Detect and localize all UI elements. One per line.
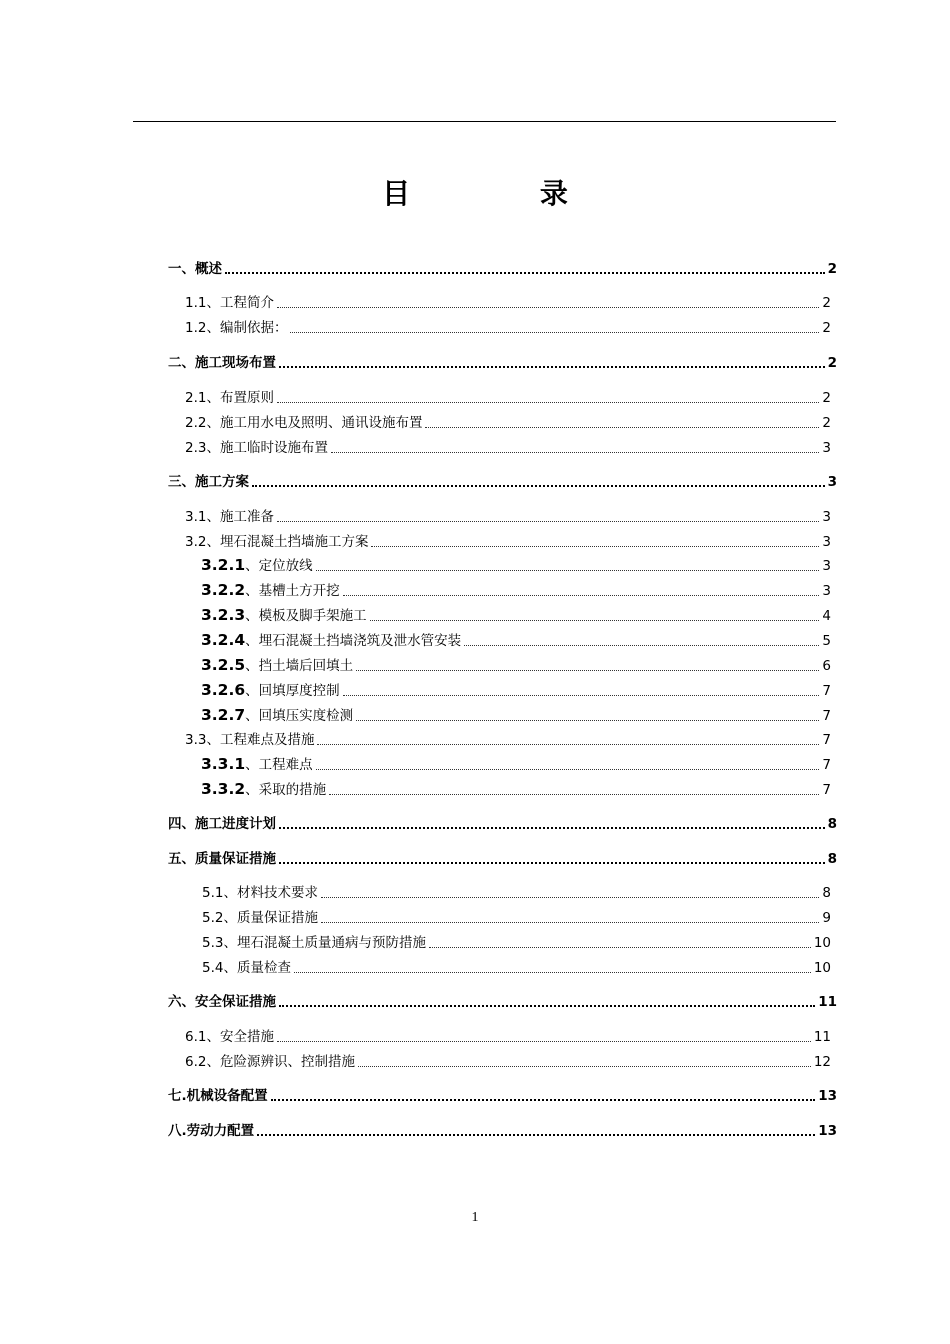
toc-entry-page: 13 (818, 1088, 837, 1104)
toc-entry[interactable] (201, 651, 831, 675)
toc-entry[interactable] (202, 878, 831, 902)
toc-entry-text: 1.2、编制依据： (185, 320, 288, 336)
toc-entry-label (185, 508, 274, 526)
toc-entry[interactable] (168, 987, 837, 1011)
toc-entry-text: 、模板及脚手架施工 (245, 608, 367, 624)
toc-entry-page: 3 (822, 583, 831, 599)
toc-entry[interactable] (201, 551, 831, 575)
dot-leader (277, 1041, 811, 1042)
toc-entry-text: 3.3、工程难点及措施 (185, 732, 315, 748)
toc-entry-text: 五、质量保证措施 (168, 851, 276, 867)
toc-entry-text: 5.4、质量检查 (202, 960, 291, 976)
dot-leader (343, 595, 820, 596)
toc-entry[interactable] (202, 903, 831, 927)
toc-entry-label (201, 631, 461, 650)
toc-entry-page: 2 (827, 355, 837, 371)
toc-entry[interactable] (202, 953, 831, 977)
toc-entry-page: 9 (822, 910, 831, 926)
toc-entry[interactable] (168, 1116, 837, 1140)
toc-entry-text: 6.2、危险源辨识、控制措施 (185, 1054, 355, 1070)
toc-entry[interactable] (185, 288, 831, 312)
toc-entry-text: 一、概述 (168, 261, 222, 277)
dot-leader (279, 366, 825, 368)
dot-leader (279, 1005, 815, 1007)
toc-entry[interactable] (201, 676, 831, 700)
toc-entry-page: 2 (822, 295, 831, 311)
toc-entry-page: 2 (822, 415, 831, 431)
toc-entry-label (202, 909, 318, 927)
toc-entry-label (201, 581, 340, 600)
toc-entry-text: 5.1、材料技术要求 (202, 885, 318, 901)
toc-entry-number: 3.2.2 (201, 581, 246, 599)
toc-entry-text: 七.机械设备配置 (168, 1088, 268, 1104)
toc-entry[interactable] (168, 809, 837, 833)
dot-leader (316, 570, 820, 571)
toc-entry-page: 11 (818, 994, 837, 1010)
toc-entry-label (185, 389, 274, 407)
page-title: 目 录 (382, 177, 628, 210)
toc-entry-label (168, 815, 276, 833)
toc-entry[interactable] (185, 725, 831, 749)
toc-entry[interactable] (201, 701, 831, 725)
toc-entry-text: 、回填压实度检测 (245, 708, 354, 724)
toc-entry-text: 二、施工现场布置 (168, 355, 276, 371)
toc-entry-page: 10 (813, 960, 831, 976)
toc-entry-number: 3.2.5 (201, 656, 246, 674)
toc-entry-text: 三、施工方案 (168, 474, 249, 490)
toc-entry-label (201, 706, 353, 725)
toc-entry-label (185, 439, 328, 457)
toc-entry-page: 10 (813, 935, 831, 951)
toc-entry-label (202, 959, 291, 977)
toc-entry-text: 、基槽土方开挖 (245, 583, 340, 599)
toc-entry[interactable] (185, 433, 831, 457)
dot-leader (316, 769, 820, 770)
dot-leader (464, 645, 819, 646)
dot-leader (370, 620, 820, 621)
toc-entry-page: 3 (822, 509, 831, 525)
toc-entry-number: 3.2.1 (201, 556, 246, 574)
toc-entry-label (168, 260, 222, 278)
dot-leader (294, 972, 811, 973)
toc-entry[interactable] (185, 502, 831, 526)
dot-leader (429, 947, 811, 948)
dot-leader (343, 695, 820, 696)
toc-entry[interactable] (168, 1081, 837, 1105)
toc-entry-page: 7 (822, 732, 831, 748)
toc-entry-text: 四、施工进度计划 (168, 816, 276, 832)
toc-entry-page: 3 (822, 558, 831, 574)
toc-entry-label (202, 884, 318, 902)
toc-entry[interactable] (201, 601, 831, 625)
toc-entry-label (168, 473, 249, 491)
dot-leader (317, 744, 819, 745)
toc-entry[interactable] (185, 313, 831, 337)
toc-entry-number: 3.3.2 (201, 780, 246, 798)
toc-entry-number: 3.2.6 (201, 681, 246, 699)
toc-entry-text: 六、安全保证措施 (168, 994, 276, 1010)
toc-entry-page: 2 (822, 390, 831, 406)
toc-entry[interactable] (185, 1047, 831, 1071)
toc-entry-text: 5.3、埋石混凝土质量通病与预防措施 (202, 935, 426, 951)
dot-leader (321, 897, 819, 898)
toc-entry[interactable] (201, 775, 831, 799)
dot-leader (321, 922, 819, 923)
toc-entry-page: 3 (822, 534, 831, 550)
toc-entry-text: 2.2、施工用水电及照明、通讯设施布置 (185, 415, 423, 431)
toc-entry[interactable] (185, 383, 831, 407)
toc-entry[interactable] (185, 408, 831, 432)
dot-leader (225, 272, 825, 274)
dot-leader (290, 332, 819, 333)
toc-entry-label (168, 1122, 254, 1140)
toc-entry-label (185, 533, 368, 551)
toc-entry[interactable] (185, 1022, 831, 1046)
dot-leader (356, 670, 819, 671)
toc-entry[interactable] (202, 928, 831, 952)
page-number: 1 (471, 1210, 479, 1225)
toc-entry-label (201, 656, 353, 675)
toc-entry[interactable] (201, 576, 831, 600)
toc-entry[interactable] (201, 626, 831, 650)
toc-entry-text: 八.劳动力配置 (168, 1123, 255, 1139)
toc-entry[interactable] (168, 254, 837, 278)
toc-entry-text: 、埋石混凝土挡墙浇筑及泄水管安装 (245, 633, 462, 649)
toc-entry-text: 3.2、埋石混凝土挡墙施工方案 (185, 534, 369, 550)
toc-entry-text: 、采取的措施 (245, 782, 327, 798)
dot-leader (358, 1066, 811, 1067)
toc-entry-label (185, 1028, 274, 1046)
toc-entry-label (202, 934, 426, 952)
toc-entry-label (185, 731, 314, 749)
toc-entry-label (168, 993, 276, 1011)
toc-entry-text: 2.3、施工临时设施布置 (185, 440, 328, 456)
toc-entry-label (168, 354, 276, 372)
toc-entry-page: 2 (827, 261, 837, 277)
toc-entry-page: 7 (822, 782, 831, 798)
toc-entry-text: 、挡土墙后回填土 (245, 658, 354, 674)
dot-leader (252, 485, 825, 487)
toc-entry[interactable] (185, 527, 831, 551)
toc-entry[interactable] (168, 467, 837, 491)
toc-entry-label (168, 1087, 268, 1105)
dot-leader (277, 402, 819, 403)
toc-entry-number: 3.2.3 (201, 606, 246, 624)
dot-leader (331, 452, 819, 453)
dot-leader (371, 546, 819, 547)
toc-entry-label (185, 1053, 355, 1071)
toc-entry-text: 、回填厚度控制 (245, 683, 340, 699)
dot-leader (257, 1134, 815, 1136)
toc-entry-page: 8 (827, 851, 837, 867)
dot-leader (277, 521, 819, 522)
dot-leader (425, 427, 819, 428)
toc-entry-label (201, 755, 313, 774)
dot-leader (277, 307, 819, 308)
toc-entry-label (201, 780, 326, 799)
toc-entry-page: 6 (822, 658, 831, 674)
toc-entry-page: 3 (822, 440, 831, 456)
toc-entry-page: 11 (813, 1029, 831, 1045)
toc-entry-page: 8 (822, 885, 831, 901)
toc-entry-number: 3.3.1 (201, 755, 246, 773)
toc-entry-label (201, 681, 340, 700)
toc-entry-page: 5 (822, 633, 831, 649)
dot-leader (356, 720, 819, 721)
dot-leader (279, 862, 825, 864)
toc-entry-page: 4 (822, 608, 831, 624)
toc-entry[interactable] (201, 750, 831, 774)
toc-entry-page: 2 (822, 320, 831, 336)
toc-entry-label (185, 414, 422, 432)
toc-entry-label (185, 319, 287, 337)
dot-leader (329, 794, 819, 795)
toc-entry-page: 12 (813, 1054, 831, 1070)
dot-leader (271, 1099, 816, 1101)
toc-entry-text: 、工程难点 (245, 757, 313, 773)
toc-entry-text: 5.2、质量保证措施 (202, 910, 318, 926)
toc-entry[interactable] (168, 348, 837, 372)
toc-entry-text: 6.1、安全措施 (185, 1029, 274, 1045)
toc-entry-page: 7 (822, 683, 831, 699)
toc-entry-page: 7 (822, 708, 831, 724)
toc-entry-page: 3 (827, 474, 837, 490)
toc-entry-page: 8 (827, 816, 837, 832)
toc-entry-label (201, 556, 313, 575)
toc-entry-text: 、定位放线 (245, 558, 313, 574)
toc-entry-page: 13 (818, 1123, 837, 1139)
toc-entry-text: 2.1、布置原则 (185, 390, 274, 406)
toc-entry-text: 3.1、施工准备 (185, 509, 274, 525)
toc-entry-page: 7 (822, 757, 831, 773)
toc-entry-label (201, 606, 367, 625)
toc-entry-text: 1.1、工程简介 (185, 295, 274, 311)
toc-entry-number: 3.2.7 (201, 706, 246, 724)
toc-entry[interactable] (168, 844, 837, 868)
toc-entry-number: 3.2.4 (201, 631, 246, 649)
toc-entry-label (185, 294, 274, 312)
toc-entry-label (168, 850, 276, 868)
dot-leader (279, 827, 825, 829)
